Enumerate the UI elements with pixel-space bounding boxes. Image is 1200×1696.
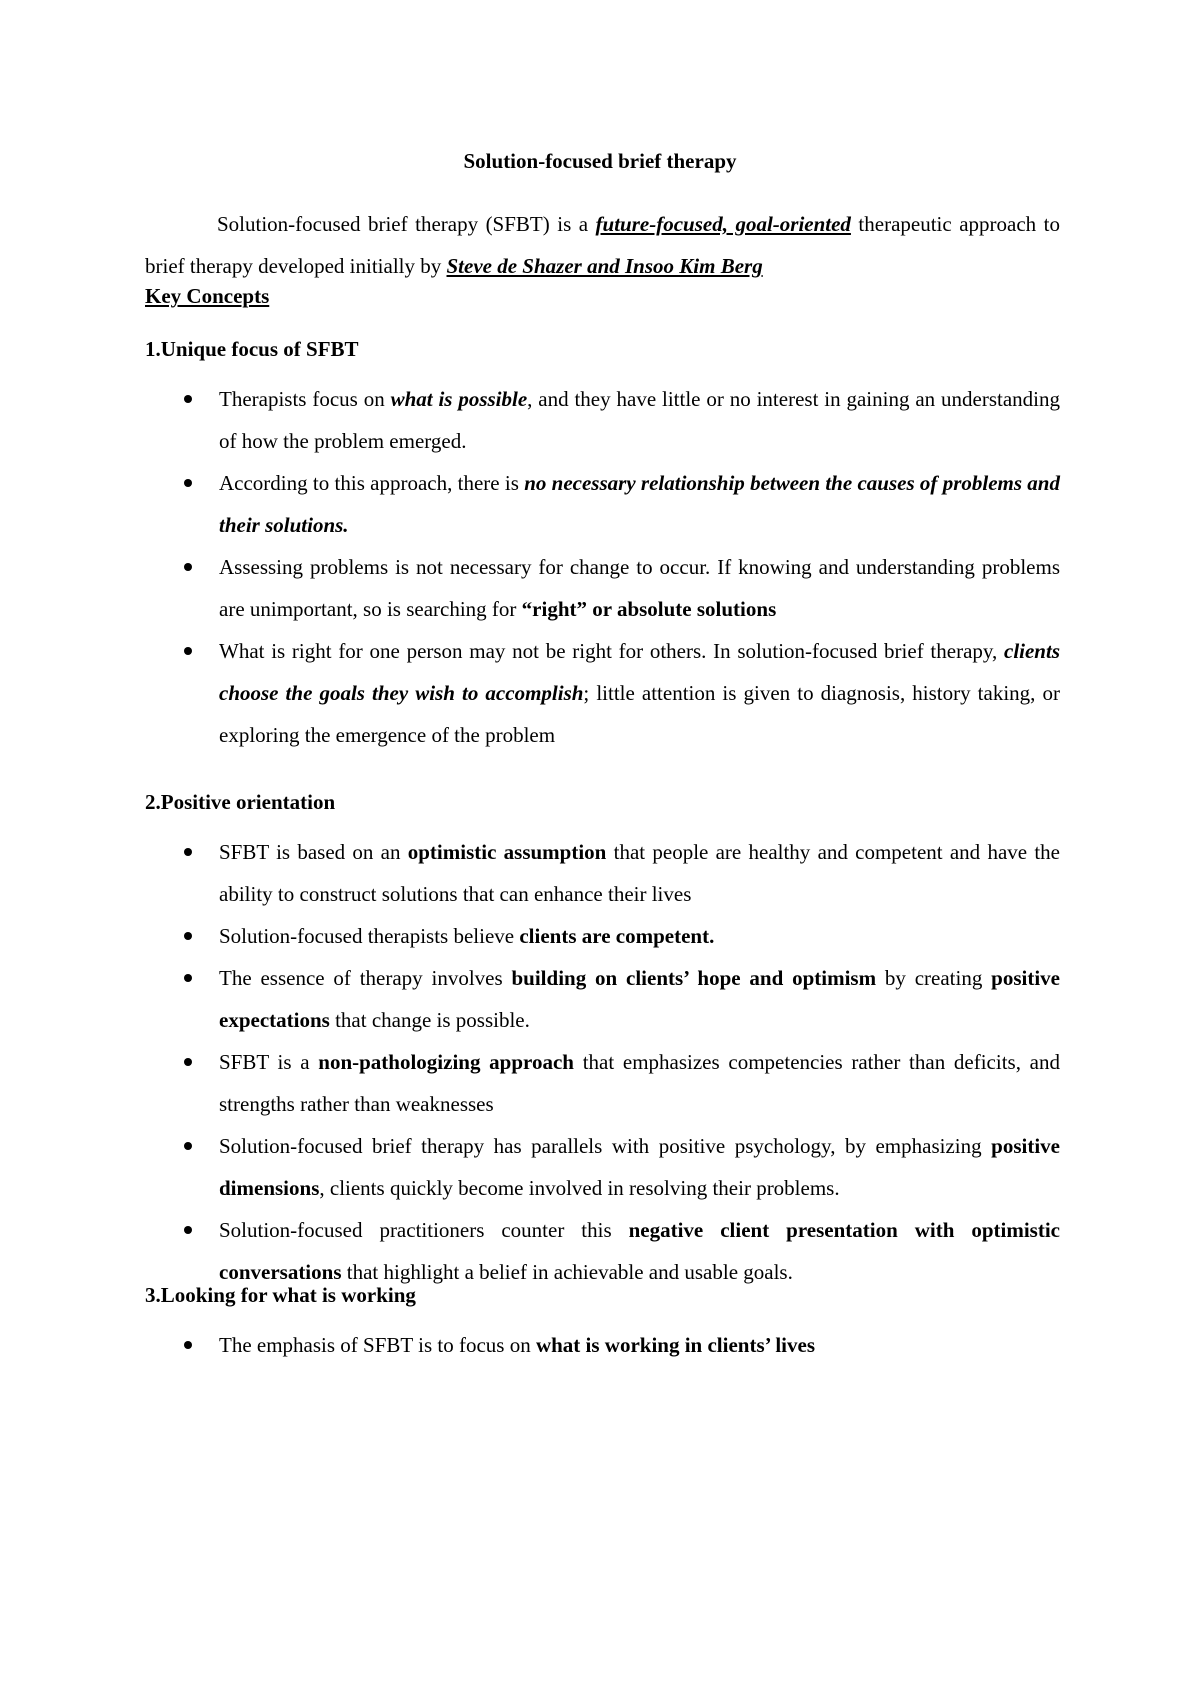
- bullet-text: According to this approach, there is: [219, 471, 525, 495]
- bullet-text: that highlight a belief in achievable and usable goals.: [341, 1260, 793, 1284]
- section-heading-positive-orientation: 2.Positive orientation: [145, 790, 336, 814]
- intro-emphasis: future-focused, goal-oriented: [595, 212, 851, 236]
- bullet-icon: [184, 848, 192, 856]
- bullet-text: that change is possible.: [329, 1008, 530, 1032]
- key-concepts-heading: Key Concepts: [145, 284, 270, 308]
- bullet-text: The emphasis of SFBT is to focus on: [219, 1333, 536, 1357]
- bullet-text: Solution-focused brief therapy has parallels with positive psychology, by emphasizing: [219, 1134, 992, 1158]
- list-item: [145, 546, 1060, 630]
- bullet-list-positive-orientation: [145, 831, 1060, 1293]
- bullet-text: The essence of therapy involves: [219, 966, 512, 990]
- bullet-icon: [184, 563, 192, 571]
- bullet-text: What is right for one person may not be right for others. In solution-focused brief therapy,: [219, 639, 1004, 663]
- bullet-text: SFBT is based on an: [219, 840, 408, 864]
- bullet-icon: [184, 974, 192, 982]
- bullet-emphasis: positive expectations: [219, 966, 1061, 1032]
- bullet-icon: [184, 479, 192, 487]
- bullet-emphasis: what is working in clients’ lives: [535, 1333, 815, 1357]
- list-item: [145, 1041, 1060, 1125]
- bullet-emphasis: non-pathologizing approach: [318, 1050, 574, 1074]
- intro-text: Solution-focused brief therapy (SFBT) is a: [217, 212, 596, 236]
- bullet-emphasis: negative client presentation with optimistic conversations: [219, 1218, 1060, 1284]
- bullet-emphasis: “right” or absolute solutions: [521, 597, 777, 621]
- bullet-text: , clients quickly become involved in resolving their problems.: [319, 1176, 840, 1200]
- bullet-icon: [184, 395, 192, 403]
- intro-text: therapeutic approach to brief therapy developed initially by: [145, 212, 1060, 278]
- section-heading-what-is-working: 3.Looking for what is working: [145, 1283, 416, 1307]
- bullet-text: that people are healthy and competent and have the ability to construct solutions that can enhance their lives: [219, 840, 1060, 906]
- bullet-emphasis: building on clients’ hope and optimism: [511, 966, 877, 990]
- intro-founders: Steve de Shazer and Insoo Kim Berg: [446, 254, 763, 278]
- bullet-icon: [184, 932, 192, 940]
- bullet-text: by creating: [876, 966, 992, 990]
- list-item: [145, 957, 1060, 1041]
- bullet-text: Assessing problems is not necessary for change to occur. If knowing and understanding problems are unimportant, so is searching for: [219, 555, 1060, 621]
- bullet-emphasis: clients are competent.: [519, 924, 715, 948]
- bullet-text: SFBT is a: [219, 1050, 319, 1074]
- bullet-icon: [184, 647, 192, 655]
- bullet-text: Solution-focused therapists believe: [219, 924, 520, 948]
- bullet-list-unique-focus: [145, 378, 1060, 756]
- bullet-icon: [184, 1142, 192, 1150]
- bullet-text: that emphasizes competencies rather than deficits, and strengths rather than weaknesses: [219, 1050, 1060, 1116]
- list-item: [145, 630, 1060, 756]
- bullet-icon: [184, 1341, 192, 1349]
- bullet-text: ; little attention is given to diagnosis, history taking, or exploring the emergence of the problem: [219, 681, 1060, 747]
- list-item: [145, 915, 1060, 957]
- intro-paragraph: [145, 203, 1060, 287]
- list-item: [145, 831, 1060, 915]
- bullet-emphasis: positive dimensions: [219, 1134, 1060, 1200]
- bullet-text: Solution-focused practitioners counter this: [219, 1218, 629, 1242]
- bullet-emphasis: optimistic assumption: [407, 840, 607, 864]
- list-item: [145, 1324, 1060, 1366]
- bullet-emphasis: what is possible: [390, 387, 528, 411]
- section-heading-unique-focus: 1.Unique focus of SFBT: [145, 337, 359, 361]
- list-item: [145, 462, 1060, 546]
- bullet-emphasis: no necessary relationship between the causes of problems and their solutions.: [219, 471, 1060, 537]
- bullet-text: , and they have little or no interest in gaining an understanding of how the problem emerged.: [219, 387, 1060, 453]
- bullet-text: Therapists focus on: [219, 387, 391, 411]
- list-item: [145, 378, 1060, 462]
- bullet-icon: [184, 1226, 192, 1234]
- document-title: Solution-focused brief therapy: [463, 149, 737, 173]
- bullet-icon: [184, 1058, 192, 1066]
- bullet-list-what-is-working: [145, 1324, 1060, 1366]
- bullet-emphasis: clients choose the goals they wish to accomplish: [219, 639, 1060, 705]
- list-item: [145, 1125, 1060, 1209]
